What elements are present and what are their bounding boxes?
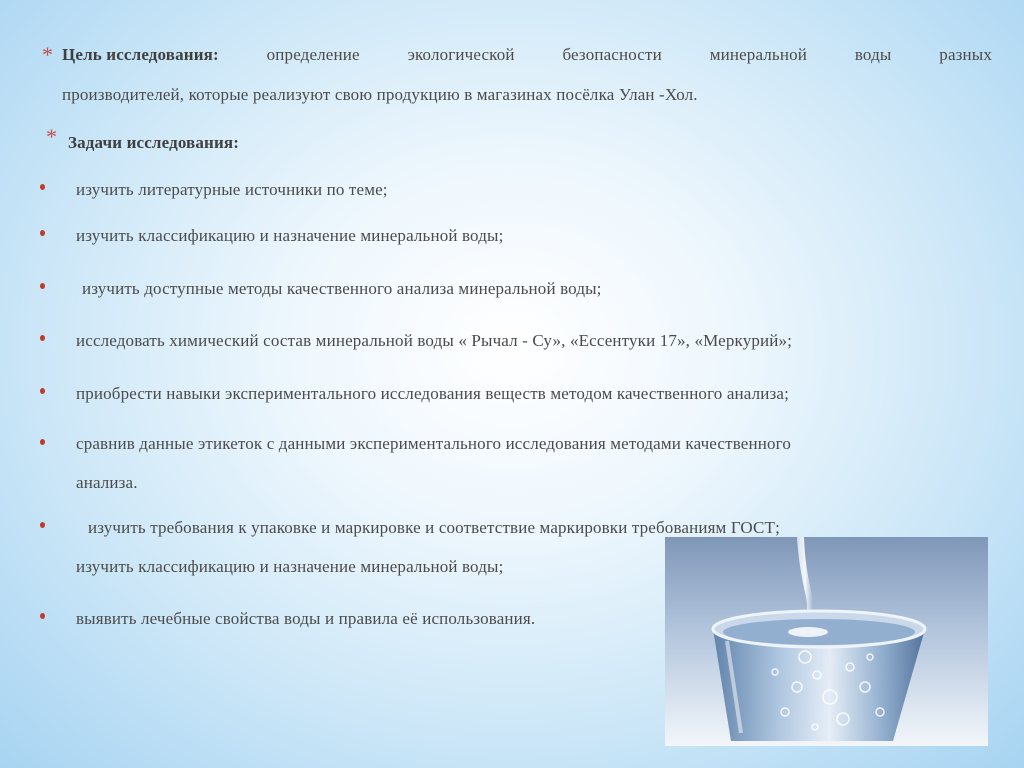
bullet-dot-icon — [40, 613, 45, 619]
task-item: изучить классификацию и назначение минеральной воды; — [76, 226, 504, 245]
task-item: изучить требования к упаковке и маркировке и соответствие маркировки требованиям ГОСТ; — [88, 518, 780, 537]
bullet-dot-icon — [40, 283, 45, 289]
goal-word: воды — [854, 45, 892, 64]
bullet-dot-icon — [40, 184, 45, 190]
glass-of-water-photo — [665, 537, 988, 746]
bullet-dot-icon — [40, 230, 45, 236]
bullet-dot-icon — [40, 439, 45, 445]
asterisk-bullet-icon: * — [42, 42, 53, 67]
goal-word: определение — [266, 45, 360, 64]
bullet-dot-icon — [40, 388, 45, 394]
bullet-dot-icon — [40, 335, 45, 341]
task-item: приобрести навыки экспериментального исследования веществ методом качественного анализа; — [76, 384, 789, 403]
task-item: изучить классификацию и назначение минеральной воды; — [76, 557, 504, 576]
bullet-dot-icon — [40, 522, 45, 528]
task-item-continuation: анализа. — [76, 473, 138, 492]
goal-line-1 — [62, 45, 992, 65]
task-item: выявить лечебные свойства воды и правила её использования. — [76, 609, 536, 628]
task-item: сравнив данные этикеток с данными экспериментального исследования методами качественного — [76, 434, 791, 453]
goal-word: минеральной — [709, 45, 807, 64]
task-item: исследовать химический состав минеральной воды « Рычал - Су», «Ессентуки 17», «Меркурий»; — [76, 331, 793, 350]
goal-line-2: производителей, которые реализуют свою продукцию в магазинах посёлка Улан -Хол. — [62, 85, 698, 104]
goal-label: Цель исследования: — [62, 45, 219, 64]
goal-word: разных — [939, 45, 992, 64]
task-item: изучить доступные методы качественного анализа минеральной воды; — [82, 279, 602, 298]
goal-word: безопасности — [562, 45, 662, 64]
asterisk-bullet-icon: * — [46, 124, 57, 149]
task-item: изучить литературные источники по теме; — [76, 180, 388, 199]
goal-word: экологической — [407, 45, 515, 64]
tasks-heading: Задачи исследования: — [68, 133, 240, 152]
